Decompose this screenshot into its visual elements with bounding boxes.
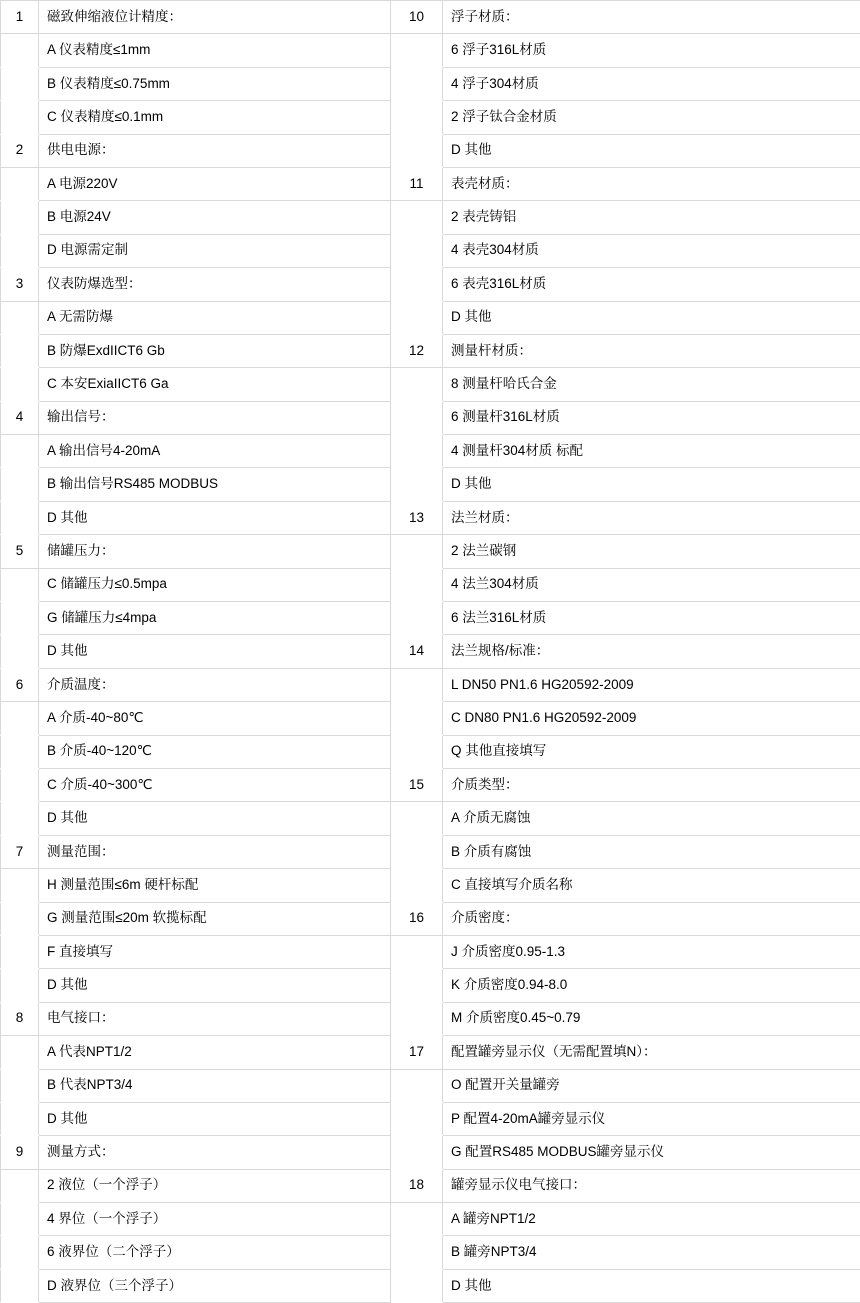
- option-text-left: C 本安ExiaIICT6 Ga: [39, 368, 391, 401]
- row-index-right: [391, 234, 443, 267]
- option-text-right: A 罐旁NPT1/2: [443, 1203, 860, 1236]
- row-index-left: 5: [1, 535, 39, 568]
- option-text-left: B 介质-40~120℃: [39, 735, 391, 768]
- table-row: [1, 869, 860, 902]
- option-text-right: B 介质有腐蚀: [443, 835, 860, 868]
- option-text-left: D 电源需定制: [39, 234, 391, 267]
- row-index-left: [1, 935, 39, 968]
- row-index-left: [1, 702, 39, 735]
- table-row: [1, 435, 860, 468]
- row-index-left: [1, 768, 39, 801]
- row-index-right: [391, 935, 443, 968]
- row-index-right: 13: [391, 501, 443, 534]
- row-index-left: [1, 735, 39, 768]
- option-text-right: 法兰材质：: [443, 501, 860, 534]
- option-text-left: H 测量范围≤6m 硬杆标配: [39, 869, 391, 902]
- option-text-right: M 介质密度0.45~0.79: [443, 1002, 860, 1035]
- option-text-right: J 介质密度0.95-1.3: [443, 935, 860, 968]
- table-row: [1, 67, 860, 100]
- row-index-left: [1, 201, 39, 234]
- row-index-left: [1, 1102, 39, 1135]
- option-text-right: 4 测量杆304材质 标配: [443, 435, 860, 468]
- table-row: [1, 468, 860, 501]
- table-row: [1, 635, 860, 668]
- option-text-right: 6 表壳316L材质: [443, 268, 860, 301]
- option-text-right: C DN80 PN1.6 HG20592-2009: [443, 702, 860, 735]
- option-text-left: A 仪表精度≤1mm: [39, 34, 391, 67]
- option-text-right: L DN50 PN1.6 HG20592-2009: [443, 668, 860, 701]
- option-text-left: C 介质-40~300℃: [39, 768, 391, 801]
- table-row: [1, 735, 860, 768]
- option-text-left: A 电源220V: [39, 167, 391, 200]
- option-text-right: 2 法兰碳钢: [443, 535, 860, 568]
- row-index-left: [1, 869, 39, 902]
- option-text-right: 罐旁显示仪电气接口：: [443, 1169, 860, 1202]
- row-index-right: 14: [391, 635, 443, 668]
- table-row: [1, 268, 860, 301]
- table-row: [1, 1102, 860, 1135]
- row-index-left: [1, 34, 39, 67]
- option-text-left: C 仪表精度≤0.1mm: [39, 101, 391, 134]
- row-index-left: [1, 568, 39, 601]
- table-row: [1, 902, 860, 935]
- option-text-right: 浮子材质：: [443, 1, 860, 34]
- option-text-right: 表壳材质：: [443, 167, 860, 200]
- table-row: [1, 768, 860, 801]
- row-index-left: 3: [1, 268, 39, 301]
- option-text-right: D 其他: [443, 468, 860, 501]
- table-row: [1, 1036, 860, 1069]
- option-text-left: 电气接口：: [39, 1002, 391, 1035]
- option-text-right: Q 其他直接填写: [443, 735, 860, 768]
- row-index-right: [391, 1102, 443, 1135]
- row-index-right: [391, 1069, 443, 1102]
- table-row: [1, 167, 860, 200]
- table-row: [1, 301, 860, 334]
- row-index-left: [1, 67, 39, 100]
- option-text-right: 测量杆材质：: [443, 334, 860, 367]
- row-index-right: [391, 969, 443, 1002]
- option-text-right: D 其他: [443, 1269, 860, 1302]
- row-index-right: [391, 568, 443, 601]
- table-row: [1, 501, 860, 534]
- row-index-right: 17: [391, 1036, 443, 1069]
- option-text-left: D 其他: [39, 635, 391, 668]
- option-text-left: B 电源24V: [39, 201, 391, 234]
- row-index-right: [391, 668, 443, 701]
- option-text-right: G 配置RS485 MODBUS罐旁显示仪: [443, 1136, 860, 1169]
- option-text-right: D 其他: [443, 134, 860, 167]
- row-index-left: 9: [1, 1136, 39, 1169]
- row-index-right: [391, 1203, 443, 1236]
- table-row: [1, 1169, 860, 1202]
- option-text-left: A 介质-40~80℃: [39, 702, 391, 735]
- option-text-left: G 测量范围≤20m 软揽标配: [39, 902, 391, 935]
- row-index-left: [1, 368, 39, 401]
- row-index-right: [391, 101, 443, 134]
- row-index-right: 12: [391, 334, 443, 367]
- row-index-right: [391, 835, 443, 868]
- option-text-right: 2 表壳铸铝: [443, 201, 860, 234]
- option-text-left: 磁致伸缩液位计精度：: [39, 1, 391, 34]
- option-text-right: 6 浮子316L材质: [443, 34, 860, 67]
- option-text-left: 仪表防爆选型：: [39, 268, 391, 301]
- table-body: [1, 1, 860, 1303]
- option-text-right: P 配置4-20mA罐旁显示仪: [443, 1102, 860, 1135]
- option-text-left: 2 液位（一个浮子）: [39, 1169, 391, 1202]
- row-index-right: 16: [391, 902, 443, 935]
- option-text-right: 6 法兰316L材质: [443, 602, 860, 635]
- option-text-right: 4 法兰304材质: [443, 568, 860, 601]
- row-index-right: 15: [391, 768, 443, 801]
- option-text-right: O 配置开关量罐旁: [443, 1069, 860, 1102]
- table-row: [1, 602, 860, 635]
- option-text-right: 4 表壳304材质: [443, 234, 860, 267]
- table-row: [1, 668, 860, 701]
- row-index-left: [1, 1203, 39, 1236]
- table-row: [1, 935, 860, 968]
- row-index-left: [1, 435, 39, 468]
- option-text-left: C 储罐压力≤0.5mpa: [39, 568, 391, 601]
- row-index-right: 10: [391, 1, 443, 34]
- option-text-right: C 直接填写介质名称: [443, 869, 860, 902]
- option-text-left: 测量方式：: [39, 1136, 391, 1169]
- option-text-left: 6 液界位（二个浮子）: [39, 1236, 391, 1269]
- row-index-right: [391, 1269, 443, 1302]
- row-index-left: [1, 1236, 39, 1269]
- row-index-left: [1, 468, 39, 501]
- option-text-left: D 液界位（三个浮子）: [39, 1269, 391, 1302]
- option-text-right: 介质密度：: [443, 902, 860, 935]
- row-index-left: 8: [1, 1002, 39, 1035]
- option-text-left: B 输出信号RS485 MODBUS: [39, 468, 391, 501]
- row-index-right: [391, 468, 443, 501]
- row-index-left: [1, 301, 39, 334]
- option-text-right: B 罐旁NPT3/4: [443, 1236, 860, 1269]
- option-text-left: B 防爆ExdIICT6 Gb: [39, 334, 391, 367]
- row-index-right: [391, 201, 443, 234]
- option-text-right: 8 测量杆哈氏合金: [443, 368, 860, 401]
- row-index-right: [391, 368, 443, 401]
- row-index-right: [391, 268, 443, 301]
- table-row: [1, 1236, 860, 1269]
- table-row: [1, 1002, 860, 1035]
- row-index-right: [391, 67, 443, 100]
- option-text-right: 法兰规格/标准：: [443, 635, 860, 668]
- row-index-right: [391, 869, 443, 902]
- option-text-left: D 其他: [39, 1102, 391, 1135]
- row-index-right: [391, 802, 443, 835]
- row-index-right: [391, 602, 443, 635]
- table-row: [1, 201, 860, 234]
- row-index-right: [391, 401, 443, 434]
- row-index-left: [1, 1269, 39, 1302]
- option-text-left: 介质温度：: [39, 668, 391, 701]
- table-row: [1, 1, 860, 34]
- row-index-right: [391, 1002, 443, 1035]
- option-text-left: D 其他: [39, 969, 391, 1002]
- row-index-left: [1, 501, 39, 534]
- row-index-left: 6: [1, 668, 39, 701]
- option-text-right: 配置罐旁显示仪（无需配置填N）：: [443, 1036, 860, 1069]
- row-index-right: [391, 1136, 443, 1169]
- row-index-right: [391, 1236, 443, 1269]
- row-index-left: [1, 234, 39, 267]
- table-row: [1, 401, 860, 434]
- option-text-left: 4 界位（一个浮子）: [39, 1203, 391, 1236]
- table-row: [1, 969, 860, 1002]
- table-row: [1, 134, 860, 167]
- row-index-left: [1, 969, 39, 1002]
- table-row: [1, 234, 860, 267]
- option-text-left: F 直接填写: [39, 935, 391, 968]
- row-index-left: [1, 902, 39, 935]
- row-index-left: [1, 1036, 39, 1069]
- option-text-right: 4 浮子304材质: [443, 67, 860, 100]
- table-row: [1, 34, 860, 67]
- row-index-right: [391, 34, 443, 67]
- row-index-right: [391, 435, 443, 468]
- option-text-right: K 介质密度0.94-8.0: [443, 969, 860, 1002]
- option-text-left: 储罐压力：: [39, 535, 391, 568]
- row-index-left: [1, 167, 39, 200]
- row-index-left: [1, 1169, 39, 1202]
- option-text-left: B 代表NPT3/4: [39, 1069, 391, 1102]
- table-row: [1, 334, 860, 367]
- table-row: [1, 1136, 860, 1169]
- option-text-left: B 仪表精度≤0.75mm: [39, 67, 391, 100]
- row-index-left: 2: [1, 134, 39, 167]
- row-index-left: [1, 1069, 39, 1102]
- table-row: [1, 535, 860, 568]
- table-row: [1, 568, 860, 601]
- option-text-left: D 其他: [39, 802, 391, 835]
- row-index-right: [391, 735, 443, 768]
- option-text-left: 输出信号：: [39, 401, 391, 434]
- table-row: [1, 101, 860, 134]
- option-text-right: D 其他: [443, 301, 860, 334]
- option-text-left: 测量范围：: [39, 835, 391, 868]
- table-row: [1, 1069, 860, 1102]
- option-text-left: A 代表NPT1/2: [39, 1036, 391, 1069]
- option-text-right: 6 测量杆316L材质: [443, 401, 860, 434]
- table-row: [1, 368, 860, 401]
- row-index-left: [1, 635, 39, 668]
- option-text-right: 介质类型：: [443, 768, 860, 801]
- option-text-left: D 其他: [39, 501, 391, 534]
- row-index-left: [1, 334, 39, 367]
- option-text-right: 2 浮子钛合金材质: [443, 101, 860, 134]
- row-index-right: [391, 301, 443, 334]
- table-row: [1, 1269, 860, 1302]
- row-index-right: 11: [391, 167, 443, 200]
- option-text-left: 供电电源：: [39, 134, 391, 167]
- option-text-left: A 无需防爆: [39, 301, 391, 334]
- row-index-right: 18: [391, 1169, 443, 1202]
- row-index-right: [391, 134, 443, 167]
- row-index-right: [391, 702, 443, 735]
- option-text-right: A 介质无腐蚀: [443, 802, 860, 835]
- row-index-left: [1, 101, 39, 134]
- row-index-right: [391, 535, 443, 568]
- row-index-left: 1: [1, 1, 39, 34]
- row-index-left: [1, 802, 39, 835]
- row-index-left: 4: [1, 401, 39, 434]
- row-index-left: 7: [1, 835, 39, 868]
- option-text-left: G 储罐压力≤4mpa: [39, 602, 391, 635]
- table-row: [1, 802, 860, 835]
- option-text-left: A 输出信号4-20mA: [39, 435, 391, 468]
- table-row: [1, 835, 860, 868]
- table-row: [1, 702, 860, 735]
- row-index-left: [1, 602, 39, 635]
- table-row: [1, 1203, 860, 1236]
